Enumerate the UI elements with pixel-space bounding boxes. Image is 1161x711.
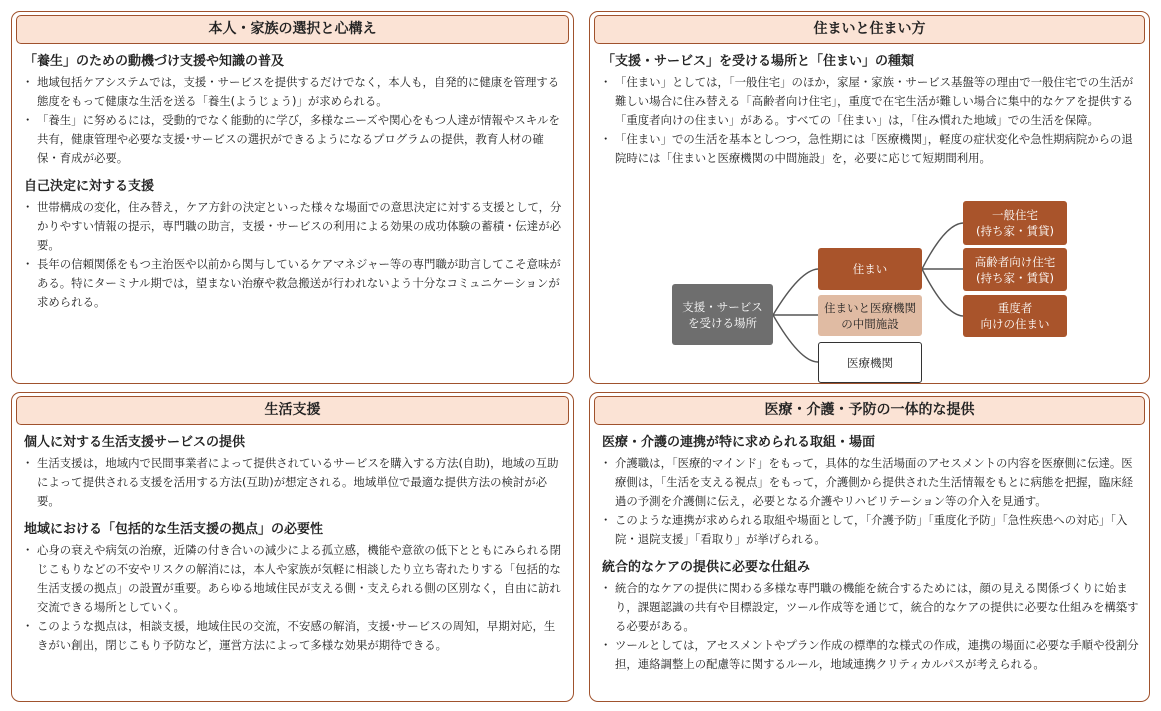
bullet-item: ・ 心身の衰えや病気の治療，近隣の付き合いの減少による孤立感，機能や意欲の低下とともにみられる閉じこもりなどの不安やリスクの解消には，本人や家族が気軽に相談したり立ち寄れたりする「包括的な生活支援の拠点」の設置が重要。あらゆる地域住民が支える側・支えられる側の区別なく，自由に訪れ交流できる場所としていく。 [24,541,563,617]
node-general-line2: (持ち家・賃貸) [976,224,1054,238]
bullet-item: ・ 世帯構成の変化，住み替え，ケア方針の決定といった様々な場面での意思決定に対する支援として，分かりやすい情報の提示，専門職の助言，支援・サービスの利用による効果の成功体験の蓄積・伝達が必要。 [24,198,563,255]
node-intermediate-line2: の中間施設 [841,316,899,331]
section-title: 「養生」のための動機づけ支援や知識の普及 [24,54,285,69]
section-title: 自己決定に対する支援 [24,179,155,194]
connector-root-hospital [773,315,818,362]
node-severe-line2: 向けの住まい [980,317,1050,331]
panel-body [24,49,563,312]
bullet-item: ・ 生活支援は，地域内で民間事業者によって提供されているサービスを購入する方法(自助)，地域の互助によって提供される支援を活用する方法(互助)が想定される。地域単位で最適な提供方法の検討が必要。 [24,454,563,511]
panel-header: 生活支援 [16,396,569,425]
node-severe-line1: 重度者 [997,301,1033,315]
panel-header: 医療・介護・予防の一体的な提供 [594,396,1145,425]
node-intermediate-line1: 住まいと医療機関 [824,300,916,315]
panel-self-family-choice [11,11,574,384]
node-service-location-line1: 支援・サービス [682,299,763,314]
panel-header: 本人・家族の選択と心構え [16,15,569,44]
node-sumai [818,248,922,290]
node-intermediate-facility [818,295,922,336]
bullet-item: ・ ツールとしては，アセスメントやプラン作成の標準的な様式の作成，連携の場面に必要な手順や役割分担，連絡調整上の配慮等に関するルール，地域連携クリティカルパスが考えられる。 [602,636,1139,674]
section-title: 医療・介護の連携が特に求められる取組・場面 [602,435,876,450]
bullet-item: ・ 「住まい」での生活を基本としつつ，急性期には「医療機関」，軽度の症状変化や急性期病院からの退院時には「住まいと医療機関の中間施設」を，必要に応じて短期間利用。 [602,130,1139,168]
node-general-line1: 一般住宅 [991,208,1038,222]
section-title: 「支援・サービス」を受ける場所と「住まい」の種類 [602,54,915,69]
connector-root-sumai [773,269,818,315]
node-hospital-label: 医療機関 [847,355,893,370]
node-severe-housing [963,295,1067,337]
node-general-housing [963,201,1067,245]
section-title: 個人に対する生活支援サービスの提供 [24,435,246,450]
node-sumai-label: 住まい [852,262,888,276]
bullet-item: ・ 「養生」に努めるには，受動的でなく能動的に学び，多様なニーズや関心をもつ人達が情報やスキルを共有，健康管理や必要な支援･サービスの選択ができるようになるプログラムの提供，教育人材の確保・育成が必要。 [24,111,563,168]
bullet-item: ・ 介護職は，「医療的マインド」をもって，具体的な生活場面のアセスメントの内容を医療側に伝達。医療側は，「生活を支える視点」をもって，介護側から提供された生活情報をもとに病態を把握，臨床経過の予測を介護側に伝え，必要となる介護やリハビリテーション等の介入を見通す。 [602,454,1139,511]
panel-body [24,430,563,655]
node-service-location-line2: を受ける場所 [688,315,757,330]
panel-body [602,430,1139,674]
node-elderly-line1: 高齢者向け住宅 [974,254,1056,269]
housing-diagram [590,12,1161,394]
connector-sumai-general [922,223,963,269]
connector-sumai-severe [922,269,963,316]
node-elderly-line2: (持ち家・賃貸) [976,270,1054,285]
bullet-item: ・ 地域包括ケアシステムでは，支援・サービスを提供するだけでなく，本人も，自発的に健康を管理する態度をもって健康な生活を送る「養生(ようじょう)」が求められる。 [24,73,563,111]
panel-life-support [11,392,574,702]
bullet-item: ・ このような拠点は，相談支援，地域住民の交流，不安感の解消，支援･サービスの周知，早期対応，生きがい創出，閉じこもり予防など，運営方法によって多様な効果が期待できる。 [24,617,563,655]
panel-housing [589,11,1150,384]
section-title: 地域における「包括的な生活支援の拠点」の必要性 [24,522,324,537]
node-hospital [818,342,922,383]
bullet-item: ・ 統合的なケアの提供に関わる多様な専門職の機能を統合するためには，顔の見える関係づくりに始まり，課題認識の共有や目標設定，ツール作成等を通じて，統合的なケアの提供に必要な仕組みを構築する必要がある。 [602,579,1139,636]
node-elderly-housing [963,248,1067,291]
node-service-location [672,284,773,345]
panel-header: 住まいと住まい方 [594,15,1145,44]
bullet-item: ・ このような連携が求められる取組や場面として，｢介護予防｣「重度化予防」「急性疾患への対応」「入院・退院支援」「看取り」が挙げられる。 [602,511,1139,549]
bullet-item: ・ 長年の信頼関係をもつ主治医や以前から関与しているケアマネジャー等の専門職が助言してこそ意味がある。特にターミナル期では，望まない治療や救急搬送が行われないよう十分なコミュニケーションが求められる。 [24,255,563,312]
panel-integrated-care [589,392,1150,702]
section-title: 統合的なケアの提供に必要な仕組み [602,560,811,575]
bullet-item: ・ 「住まい」としては，「一般住宅」のほか，家屋・家族・サービス基盤等の理由で一般住宅での生活が難しい場合に住み替える「高齢者向け住宅」，重度で在宅生活が難しい場合に集中的なケアを提供する「重度者向けの住まい」がある。すべての「住まい」は，「住み慣れた地域」での生活を保障。 [602,73,1139,130]
